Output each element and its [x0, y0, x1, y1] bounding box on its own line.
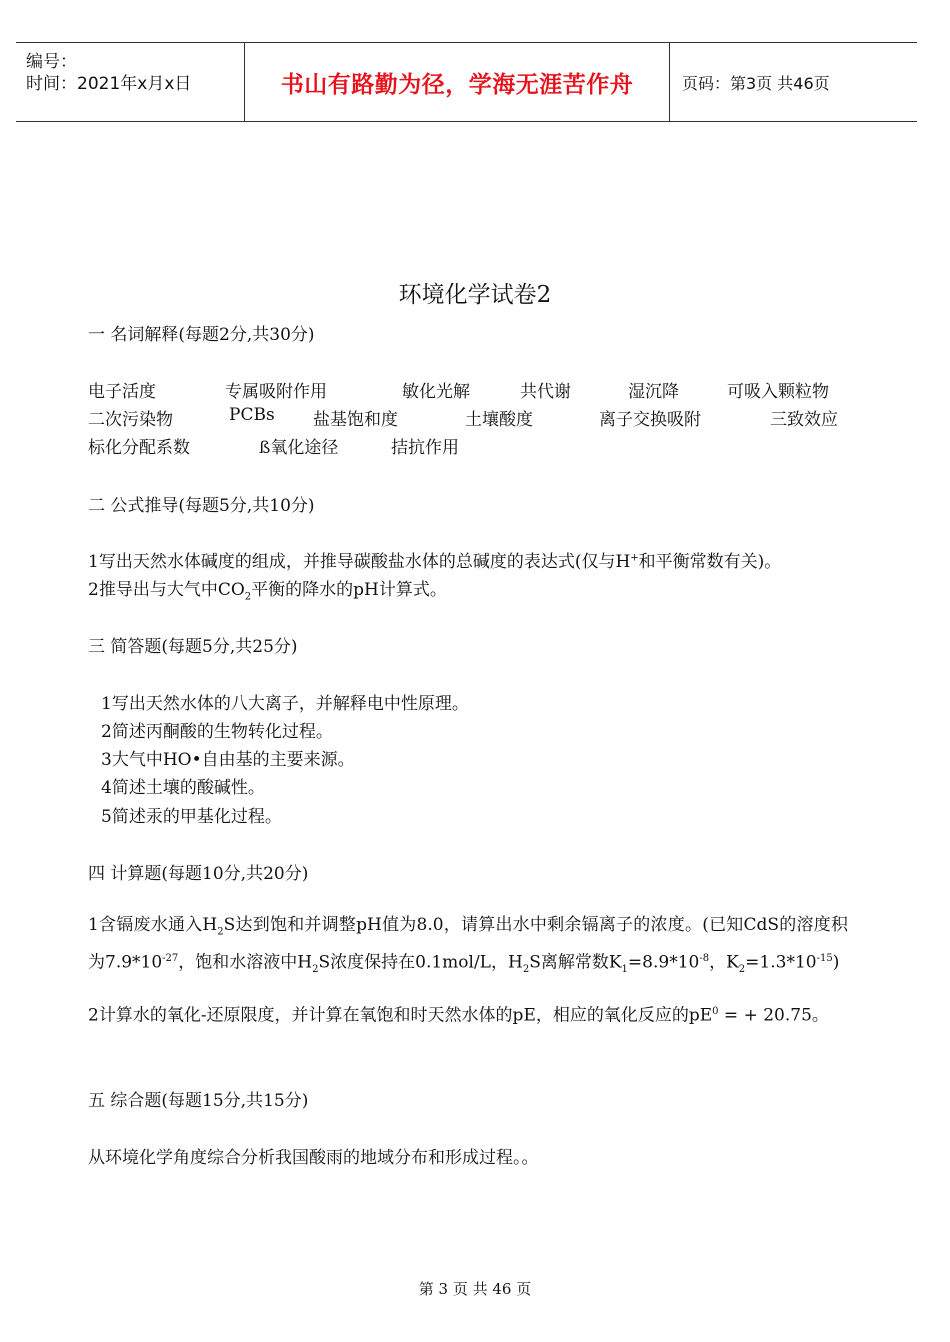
term-item: 敏化光解 — [402, 382, 470, 402]
term-item: 共代谢 — [520, 382, 571, 402]
section2-question-1: 1写出天然水体碱度的组成，并推导碳酸盐水体的总碱度的表达式(仅与H+和平衡常数有关)。 — [88, 552, 782, 572]
section5-question: 从环境化学角度综合分析我国酸雨的地域分布和形成过程。。 — [88, 1148, 539, 1168]
header-meta-cell — [16, 43, 245, 121]
term-item: 标化分配系数 — [88, 438, 190, 458]
header-table — [16, 42, 917, 122]
term-item: 离子交换吸附 — [599, 410, 701, 430]
page-info: 页码：第3页 共46页 — [682, 73, 830, 93]
term-item: 电子活度 — [88, 382, 156, 402]
page-footer: 第 3 页 共 46 页 — [418, 1280, 532, 1298]
term-item: 土壤酸度 — [465, 410, 533, 430]
time-label: 时间：2021年x月x日 — [26, 74, 192, 94]
term-item: 三致效应 — [770, 410, 838, 430]
term-item: ß氧化途径 — [259, 438, 339, 458]
section1-heading: 一 名词解释(每题2分,共30分) — [88, 325, 315, 345]
header-motto-cell — [245, 43, 670, 121]
term-item: 二次污染物 — [88, 410, 173, 430]
section2-question-2: 2推导出与大气中$CO_2$平衡的降水的pH计算式。 — [88, 580, 447, 603]
section4-question-2: 2计算水的氧化-还原限度，并计算在氧饱和时天然水体的pE，相应的氧化反应的$pE^0$ = + 20.75。 — [88, 1005, 829, 1026]
section4-question-1: 1含镉废水通入$H_2S$达到饱和并调整pH值为8.0，请算出水中剩余镉离子的浓度。(已知CdS的溶度积为$7.9*10^{-27}$，饱和水溶液中$H_2S$浓度保持在0.1mol/L，$H_2S$离解常数$K_1=8.9*10^{-8}$，$K_2=1.3*10^{-15}$) — [88, 915, 848, 976]
term-list — [88, 377, 848, 461]
section3-heading: 三 简答题(每题5分,共25分) — [88, 637, 298, 657]
section2-heading: 二 公式推导(每题5分,共10分) — [88, 496, 315, 516]
term-item: 湿沉降 — [628, 382, 679, 402]
section3-question: 5简述汞的甲基化过程。 — [101, 807, 282, 827]
page-title: 环境化学试卷2 — [398, 282, 552, 308]
section4-heading: 四 计算题(每题10分,共20分) — [88, 864, 309, 884]
term-item: 专属吸附作用 — [225, 382, 327, 402]
term-item: 可吸入颗粒物 — [727, 382, 829, 402]
section5-heading: 五 综合题(每题15分,共15分) — [88, 1091, 309, 1111]
section3-question: 4简述土壤的酸碱性。 — [101, 778, 265, 798]
term-item: 拮抗作用 — [391, 438, 459, 458]
motto: 书山有路勤为径，学海无涯苦作舟 — [280, 71, 634, 98]
header-page-cell — [670, 43, 917, 121]
term-item: 盐基饱和度 — [313, 410, 398, 430]
section3-question: 3大气中HO•自由基的主要来源。 — [101, 750, 355, 770]
section3-question: 2简述丙酮酸的生物转化过程。 — [101, 722, 333, 742]
number-label: 编号： — [26, 52, 77, 72]
section3-question: 1写出天然水体的八大离子，并解释电中性原理。 — [101, 694, 469, 714]
term-item: PCBs — [229, 405, 275, 425]
